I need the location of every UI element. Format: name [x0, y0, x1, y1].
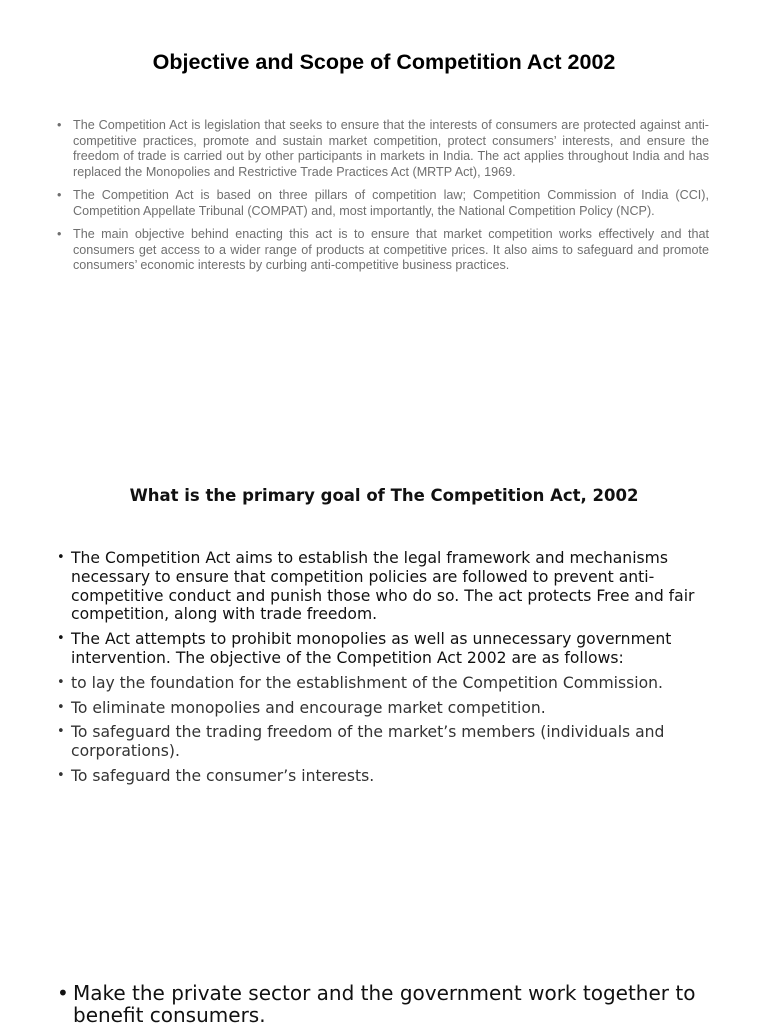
slide-title: Objective and Scope of Competition Act 2002 [152, 50, 616, 74]
bullet-icon: • [57, 699, 65, 715]
bullet-icon: • [57, 724, 65, 740]
list-item-text: The main objective behind enacting this act is to ensure that market competition works effectively and that consumers get access to a wider range of products at competitive prices. It also aims to safeguard and promote consumers’ economic interests by curbing anti-competitive business practices. [73, 227, 709, 272]
slide-objective-scope [0, 0, 768, 340]
list-item [57, 549, 717, 624]
slide-partial [0, 970, 768, 1027]
list-item [57, 630, 717, 668]
list-item-text: Make the private sector and the government work together to benefit consumers. [73, 981, 696, 1027]
bullet-icon: • [57, 550, 65, 565]
list-item [57, 188, 709, 219]
list-item-text: To safeguard the trading freedom of the market’s members (individuals and corporations). [71, 723, 665, 761]
list-item-text: The Act attempts to prohibit monopolies as well as unnecessary government intervention. The objective of the Competition Act 2002 are as follows: [71, 630, 672, 667]
list-item [57, 982, 737, 1026]
list-item-text: To eliminate monopolies and encourage market competition. [71, 698, 546, 717]
slide-title: What is the primary goal of The Competition Act, 2002 [129, 486, 639, 505]
bullet-icon: • [57, 118, 62, 132]
bullet-icon: • [57, 981, 69, 1005]
list-item-text: The Competition Act aims to establish the legal framework and mechanisms necessary to ensure that competition policies are followed to prevent anti-competitive conduct and punish those who do so. The act protects Free and fair competition, along with trade freedom. [71, 549, 695, 624]
bullet-icon: • [57, 227, 62, 241]
list-item-text: The Competition Act is legislation that seeks to ensure that the interests of consumers are protected against anti-competitive practices, promote and sustain market competition, protect consumers’ interests, and ensure the freedom of trade is carried out by other participants in markets in India. The act applies throughout India and has replaced the Monopolies and Restrictive Trade Practices Act (MRTP Act), 1969. [73, 118, 709, 179]
list-item-text: To safeguard the consumer’s interests. [71, 766, 375, 785]
list-item [57, 674, 717, 693]
bullet-icon: • [57, 188, 62, 202]
bullet-icon: • [57, 631, 65, 647]
list-item [57, 767, 717, 786]
list-item [57, 227, 709, 274]
bullet-list [57, 118, 709, 282]
bullet-icon: • [57, 767, 65, 783]
list-item-text: to lay the foundation for the establishment of the Competition Commission. [71, 673, 663, 692]
bullet-icon: • [57, 674, 65, 690]
list-item-text: The Competition Act is based on three pillars of competition law; Competition Commission of India (CCI), Competition Appellate Tribunal (COMPAT) and, most importantly, the National Competition Policy (NCP). [73, 188, 709, 218]
bullet-list [57, 549, 717, 792]
bullet-list [57, 982, 737, 1026]
list-item [57, 699, 717, 718]
list-item [57, 118, 709, 180]
list-item [57, 723, 717, 761]
slide-primary-goal [0, 470, 768, 850]
